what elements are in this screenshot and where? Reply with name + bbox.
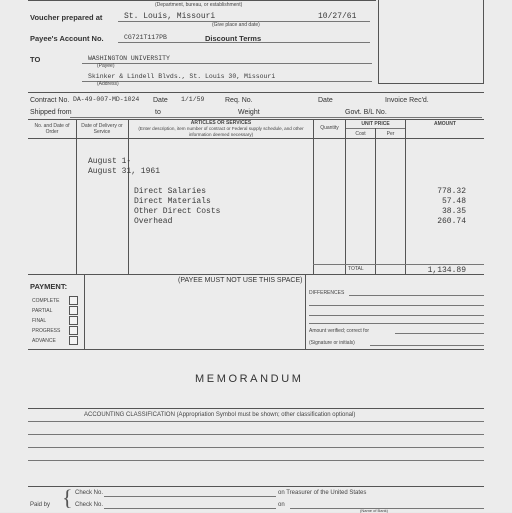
weight-label: Weight bbox=[238, 109, 260, 116]
shipped-from-label: Shipped from bbox=[30, 109, 72, 116]
signature-line bbox=[370, 345, 484, 346]
contract-date-label: Date bbox=[153, 97, 168, 104]
amount-verified-label: Amount verified; correct for bbox=[309, 328, 370, 334]
item-amount-1: 778.32 bbox=[437, 187, 466, 196]
voucher-prepared-label: Voucher prepared at bbox=[30, 13, 103, 22]
check-line-1 bbox=[104, 496, 276, 497]
bank-caption: (Name of Bank) bbox=[360, 508, 389, 513]
payment-option-advance-label: ADVANCE bbox=[32, 338, 56, 344]
item-label-4: Overhead bbox=[134, 217, 173, 226]
signature-label: (Signature or initials) bbox=[309, 340, 355, 346]
payment-option-final-label: FINAL bbox=[32, 318, 47, 324]
voucher-place: St. Louis, Missouri bbox=[124, 12, 216, 21]
differences-line-3 bbox=[309, 315, 484, 316]
item-amount-2: 57.48 bbox=[441, 197, 466, 206]
payee-caption: (Payee) bbox=[97, 63, 115, 69]
accounting-rule-3 bbox=[28, 447, 484, 448]
total-value: 1,134.89 bbox=[427, 266, 466, 275]
col-articles-header: ARTICLES OR SERVICES bbox=[190, 120, 252, 126]
col-unit-price-header: UNIT PRICE bbox=[361, 121, 390, 127]
address-line bbox=[82, 81, 372, 82]
accounting-rule-4 bbox=[28, 460, 484, 461]
payment-bottom-rule bbox=[28, 349, 484, 350]
total-label: TOTAL bbox=[348, 266, 364, 272]
differences-line-1 bbox=[349, 295, 484, 296]
voucher-date: 10/27/61 bbox=[318, 12, 357, 21]
account-line bbox=[118, 42, 370, 43]
payment-label: PAYMENT: bbox=[30, 282, 68, 291]
item-label-2: Direct Materials bbox=[134, 197, 211, 206]
payee-note: (PAYEE MUST NOT USE THIS SPACE) bbox=[178, 277, 303, 284]
payee-address: Skinker & Lindell Blvds., St. Louis 30, Missouri bbox=[88, 73, 276, 80]
payment-divider-2 bbox=[305, 274, 306, 349]
req-no-label: Req. No. bbox=[225, 97, 253, 104]
differences-line-2 bbox=[309, 305, 484, 306]
total-rule bbox=[313, 264, 484, 265]
to-label: TO bbox=[30, 55, 41, 64]
gbl-label: Govt. B/L No. bbox=[345, 109, 387, 116]
brace-icon: { bbox=[62, 485, 73, 510]
contract-label: Contract No. bbox=[30, 97, 70, 104]
paid-by-label: Paid by bbox=[30, 502, 51, 508]
top-rule bbox=[28, 0, 376, 1]
amount-verified-line bbox=[395, 333, 484, 334]
partial-checkbox[interactable] bbox=[69, 306, 78, 315]
item-amount-4: 260.74 bbox=[437, 217, 466, 226]
col-cost-header: Cost bbox=[355, 131, 366, 137]
col-quantity-header: Quantity bbox=[320, 125, 339, 131]
item-amount-3: 38.35 bbox=[441, 207, 466, 216]
period-line-2: August 31, 1961 bbox=[88, 167, 161, 176]
item-label-1: Direct Salaries bbox=[134, 187, 207, 196]
col-divider-4 bbox=[345, 119, 346, 274]
col-divider-5 bbox=[375, 128, 376, 274]
dept-caption: (Department, bureau, or establishment) bbox=[155, 2, 243, 8]
advance-checkbox[interactable] bbox=[69, 336, 78, 345]
col-order-header: No. and Date of Order bbox=[34, 123, 70, 135]
accounting-rule-2 bbox=[28, 434, 484, 435]
footer-top-rule bbox=[28, 486, 484, 487]
period-line-1: August 1- bbox=[88, 157, 132, 166]
accounting-classification-label: ACCOUNTING CLASSIFICATION (Appropriation Symbol must be shown; other classification optional) bbox=[84, 412, 356, 418]
memorandum-title: MEMORANDUM bbox=[195, 373, 304, 385]
payment-option-progress-label: PROGRESS bbox=[32, 328, 61, 334]
treasurer-text: on Treasurer of the United States bbox=[278, 490, 367, 496]
check-line-2 bbox=[104, 508, 276, 509]
payee-line bbox=[82, 63, 372, 64]
complete-checkbox[interactable] bbox=[69, 296, 78, 305]
progress-checkbox[interactable] bbox=[69, 326, 78, 335]
col-per-header: Per bbox=[386, 131, 395, 137]
item-label-3: Other Direct Costs bbox=[134, 207, 221, 216]
payment-option-complete-label: COMPLETE bbox=[32, 298, 60, 304]
payee-name: WASHINGTON UNIVERSITY bbox=[88, 55, 170, 62]
contract-value: DA-49-007-MD-1024 bbox=[73, 96, 140, 103]
top-right-box bbox=[378, 0, 484, 84]
payee-account-value: CG721T117PB bbox=[124, 34, 167, 41]
col-divider-2 bbox=[128, 119, 129, 274]
payment-option-partial-label: PARTIAL bbox=[32, 308, 53, 314]
differences-label: DIFFERENCES bbox=[309, 290, 345, 296]
shipped-line bbox=[70, 117, 482, 118]
payee-account-label: Payee's Account No. bbox=[30, 34, 104, 43]
table-header-rule bbox=[28, 138, 484, 139]
address-caption: (Address) bbox=[97, 81, 119, 87]
col-divider-6 bbox=[405, 119, 406, 274]
col-divider-3 bbox=[313, 119, 314, 274]
contract-top-rule bbox=[28, 92, 484, 93]
payment-divider bbox=[84, 274, 85, 349]
contract-date-value: 1/1/59 bbox=[181, 96, 205, 103]
accounting-rule-1 bbox=[28, 421, 484, 422]
col-delivery-header: Date of Delivery or Service bbox=[81, 123, 123, 135]
place-caption: (Give place and date) bbox=[212, 22, 260, 28]
accounting-top-rule bbox=[28, 408, 484, 409]
on-label: on bbox=[278, 502, 285, 508]
final-checkbox[interactable] bbox=[69, 316, 78, 325]
col-amount-header: AMOUNT bbox=[434, 121, 456, 127]
invoice-label: Invoice Rec'd. bbox=[385, 97, 429, 104]
discount-terms-label: Discount Terms bbox=[205, 34, 262, 43]
differences-line-4 bbox=[309, 323, 484, 324]
date-label: Date bbox=[318, 97, 333, 104]
col-articles-subheader: (Enter description, item number of contract or Federal supply schedule, and other information deemed necessary) bbox=[138, 126, 304, 137]
payment-top-rule bbox=[28, 274, 484, 275]
shipped-to-label: to bbox=[155, 109, 161, 116]
check-label-2: Check No. bbox=[75, 502, 104, 508]
check-label-1: Check No. bbox=[75, 490, 104, 496]
col-divider-1 bbox=[76, 119, 77, 274]
